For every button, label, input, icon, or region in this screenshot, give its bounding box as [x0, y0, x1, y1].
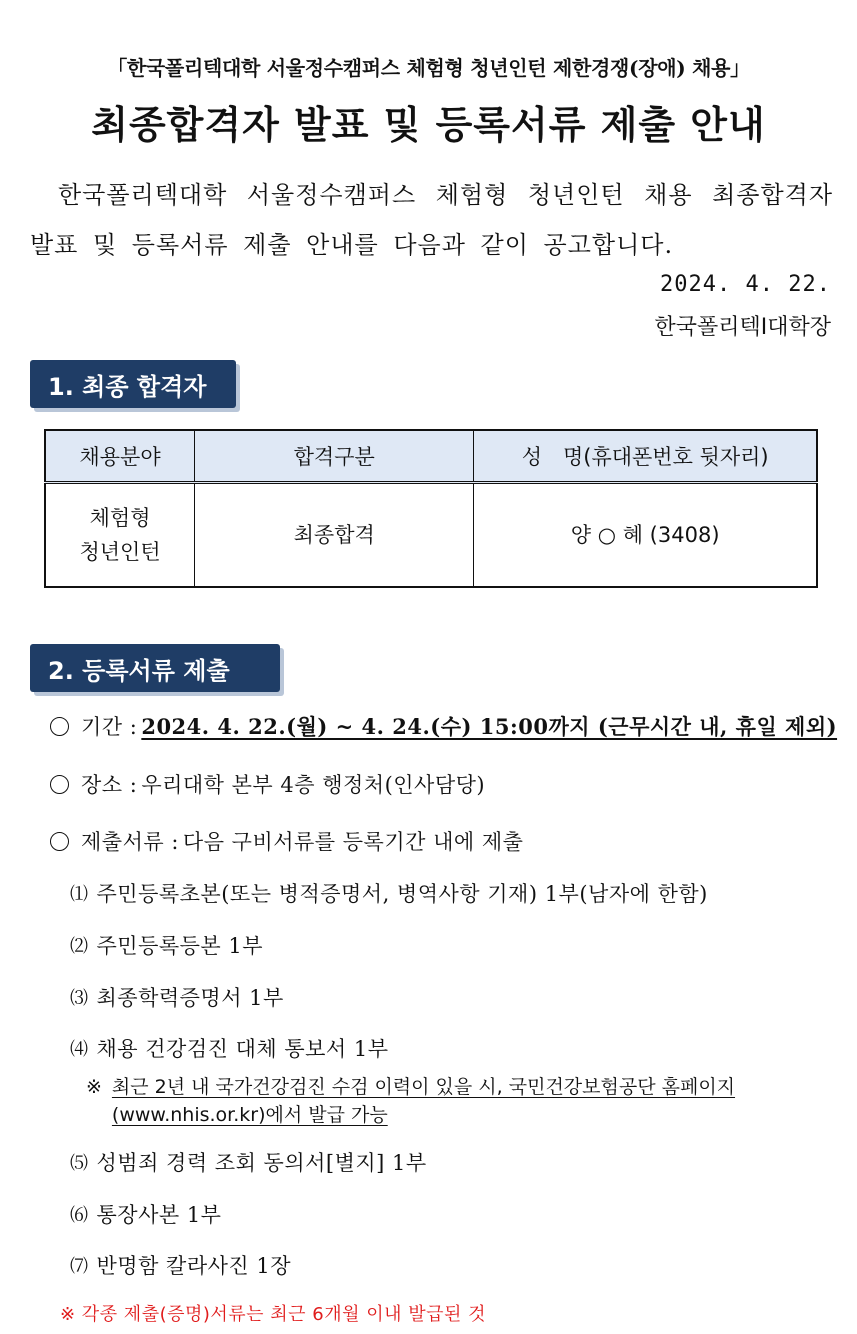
- cell-field: [45, 483, 195, 588]
- validity-footnote: ※ 각종 제출(증명)서류는 최근 6개월 이내 발급된 것: [60, 1304, 487, 1325]
- place-label: 장소 :: [81, 773, 138, 797]
- documents-item: [50, 826, 523, 856]
- announcement-date: 2024. 4. 22.: [660, 272, 831, 297]
- document-number: ⑶: [70, 988, 89, 1009]
- column-header-result: 합격구분: [195, 430, 474, 483]
- document-text: 통장사본 1부: [96, 1203, 222, 1227]
- note-mark: ※: [86, 1076, 102, 1098]
- document-text: 최종학력증명서 1부: [96, 986, 284, 1010]
- period-item: [50, 711, 837, 741]
- issuer-name: 한국폴리텍Ⅰ대학장: [654, 315, 831, 340]
- document-number: ⑺: [70, 1256, 89, 1277]
- circle-bullet-icon: [50, 775, 69, 794]
- document-subtitle: 「한국폴리텍대학 서울정수캠퍼스 체험형 청년인턴 제한경쟁(장애) 채용」: [107, 56, 750, 80]
- place-value: 우리대학 본부 4층 행정처(인사담당): [141, 773, 486, 797]
- document-item: [70, 1250, 291, 1280]
- table-header-row: [45, 430, 817, 483]
- document-item: [70, 1033, 389, 1063]
- document-text: 주민등록등본 1부: [96, 934, 264, 958]
- period-label: 기간 :: [81, 715, 138, 739]
- cell-field-line1: 체험형: [89, 506, 151, 530]
- document-number: ⑸: [70, 1153, 89, 1174]
- intro-paragraph: 한국폴리텍대학 서울정수캠퍼스 체험형 청년인턴 채용 최종합격자 발표 및 등록서류 제출 안내를 다음과 같이 공고합니다.: [30, 181, 833, 259]
- document-number: ⑴: [70, 884, 89, 905]
- document-text: 성범죄 경력 조회 동의서[별지] 1부: [96, 1151, 427, 1175]
- place-item: [50, 769, 485, 799]
- document-item: [70, 1199, 221, 1229]
- column-header-name: 성 명(휴대폰번호 뒷자리): [474, 430, 817, 483]
- document-item: [70, 878, 708, 908]
- section-header-documents: 2. 등록서류 제출: [30, 644, 280, 692]
- circle-bullet-icon: [50, 717, 69, 736]
- final-passers-table: [44, 429, 818, 588]
- documents-label: 제출서류 :: [81, 830, 179, 854]
- document-number: ⑷: [70, 1039, 89, 1060]
- document-text: 주민등록초본(또는 병적증명서, 병역사항 기재) 1부(남자에 한함): [96, 882, 708, 906]
- document-item: [70, 930, 263, 960]
- document-title: 최종합격자 발표 및 등록서류 제출 안내: [91, 103, 766, 147]
- cell-field-line2: 청년인턴: [79, 540, 161, 564]
- document-text: 반명함 칼라사진 1장: [96, 1254, 291, 1278]
- circle-bullet-icon: [50, 832, 69, 851]
- cell-name: 양 ○ 혜 (3408): [474, 483, 817, 588]
- document-number: ⑵: [70, 936, 89, 957]
- column-header-field: 채용분야: [45, 430, 195, 483]
- document-number: ⑹: [70, 1205, 89, 1226]
- document-item: [70, 982, 284, 1012]
- document-text: 채용 건강검진 대체 통보서 1부: [96, 1037, 389, 1061]
- note-text: 최근 2년 내 국가건강검진 수검 이력이 있을 시, 국민건강보험공단 홈페이지(www.nhis.or.kr)에서 발급 가능: [111, 1076, 736, 1126]
- table-row: [45, 483, 817, 588]
- period-value: 2024. 4. 22.(월) ~ 4. 24.(수) 15:00까지 (근무시간 내, 휴일 제외): [141, 714, 838, 739]
- document-item: [70, 1147, 427, 1177]
- section-header-final-passers: 1. 최종 합격자: [30, 360, 236, 408]
- health-check-note: [86, 1073, 816, 1129]
- documents-value: 다음 구비서류를 등록기간 내에 제출: [182, 830, 524, 854]
- cell-result: 최종합격: [195, 483, 474, 588]
